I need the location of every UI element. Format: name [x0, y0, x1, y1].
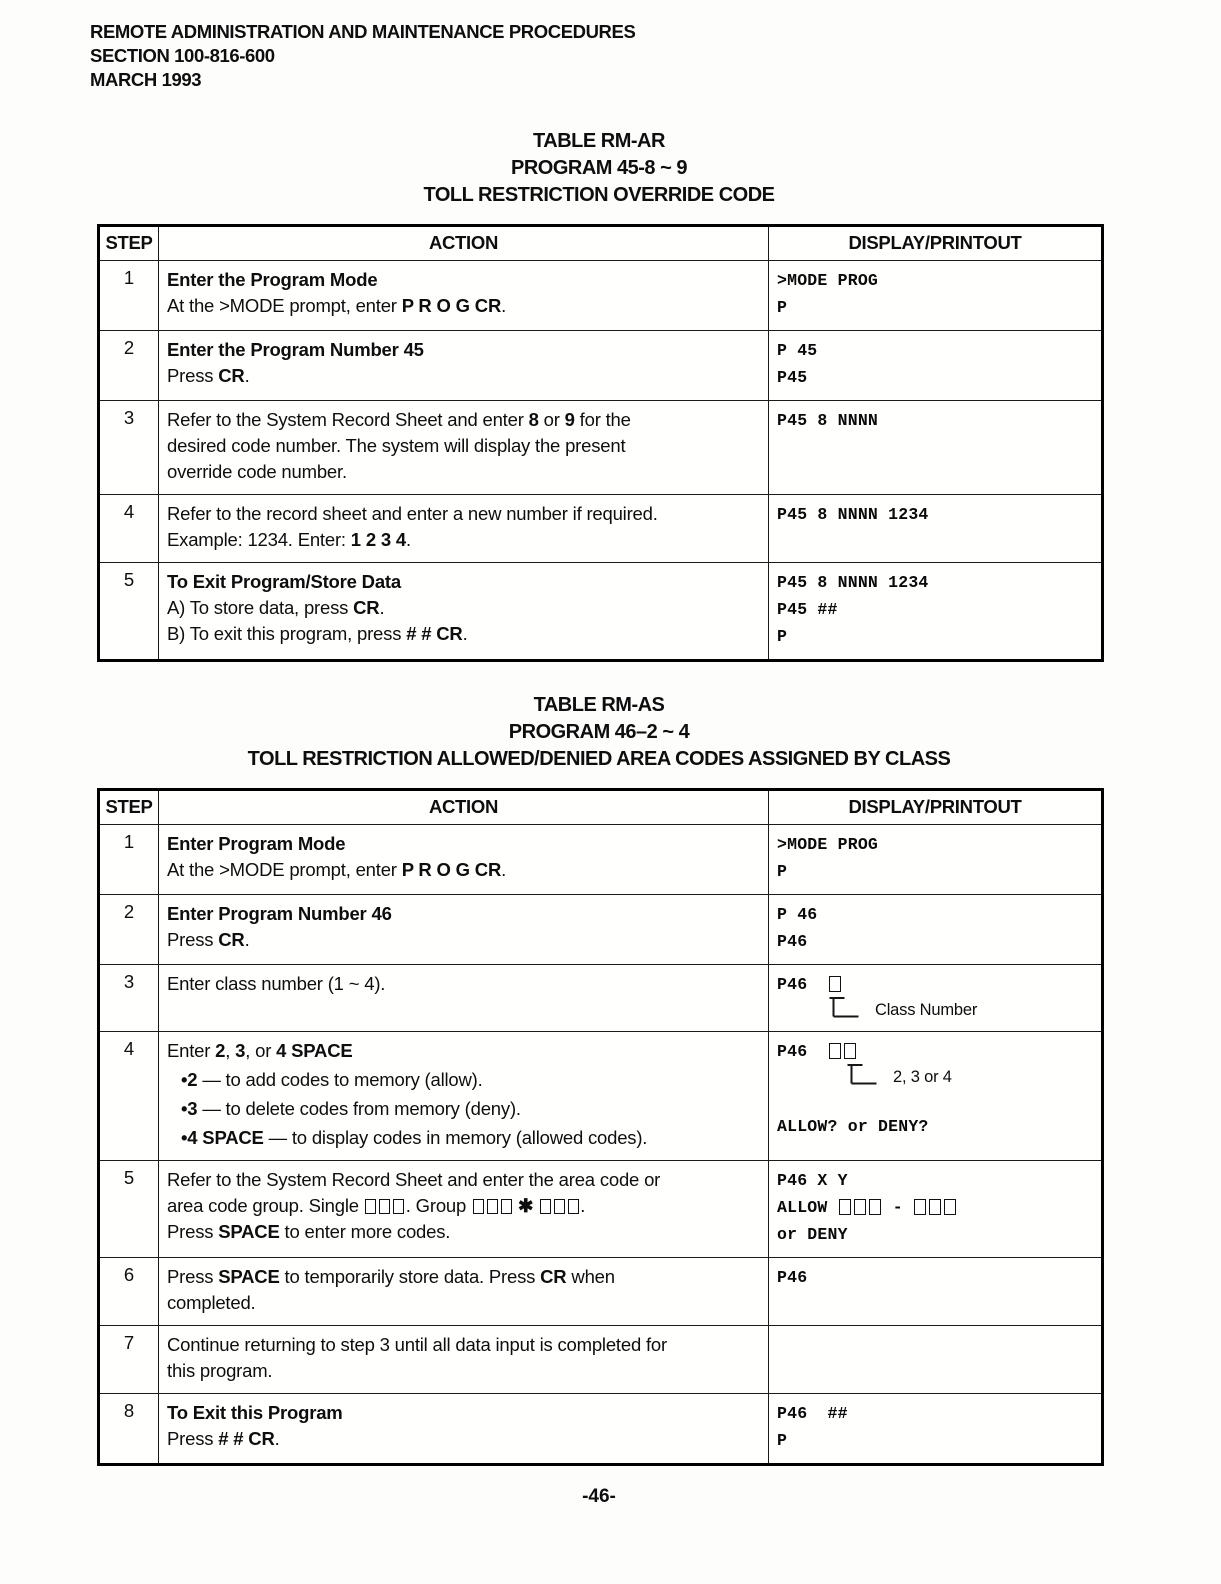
action-cell [159, 331, 769, 401]
table-row [99, 261, 1103, 331]
text-segment: Enter the Program Mode [167, 269, 378, 290]
display-line [777, 858, 1093, 885]
text-segment: Enter Program Mode [167, 833, 346, 854]
text-segment: Press [167, 1221, 219, 1242]
digit-box [839, 1199, 851, 1215]
text-segment: B) To exit this program, press [167, 623, 407, 644]
procedure-table [97, 224, 1104, 662]
text-segment: 8 [528, 409, 539, 430]
display-line [777, 294, 1093, 321]
callout [847, 1062, 1093, 1086]
table-rm-ar-section [97, 128, 1101, 662]
text-segment: . [462, 623, 468, 644]
table-rm-as-section [97, 692, 1101, 1466]
text-segment: ALLOW? or DENY? [777, 1117, 929, 1136]
text-segment: P R O G CR [401, 295, 502, 316]
digit-box [869, 1199, 881, 1215]
text-segment: # # CR [406, 623, 463, 644]
step-cell: 3 [99, 401, 159, 495]
text-segment: , or [245, 1040, 277, 1061]
text-segment: P R O G CR [401, 859, 502, 880]
text-segment: this program. [167, 1360, 273, 1381]
table-body [99, 825, 1103, 1465]
header-line-date: MARCH 1993 [90, 69, 202, 90]
text-segment: when [566, 1266, 615, 1287]
digit-box [473, 1199, 484, 1214]
action-line [167, 1219, 760, 1245]
text-segment: or [538, 409, 565, 430]
text-segment: # # CR [218, 1428, 275, 1449]
display-line [777, 1038, 1093, 1065]
action-line [167, 1038, 760, 1064]
text-segment: To Exit this Program [167, 1402, 343, 1423]
text-segment: To Exit Program/Store Data [167, 571, 401, 592]
display-line [777, 1264, 1093, 1291]
text-segment: desired code number. The system will display the present [167, 435, 626, 456]
action-cell [159, 825, 769, 895]
step-cell: 3 [99, 965, 159, 1032]
digit-box [844, 1043, 856, 1059]
header-line-section: SECTION 100-816-600 [90, 45, 275, 66]
digit-box [487, 1199, 498, 1214]
step-cell: 2 [99, 331, 159, 401]
text-segment: to temporarily store data. Press [279, 1266, 541, 1287]
text-segment: P [777, 1431, 788, 1450]
text-segment: ✱ [518, 1195, 534, 1216]
action-line [167, 1067, 760, 1093]
action-line [167, 337, 760, 363]
text-segment: Enter [167, 1040, 216, 1061]
step-cell: 5 [99, 563, 159, 661]
action-cell [159, 1161, 769, 1258]
action-cell [159, 401, 769, 495]
display-cell [769, 401, 1103, 495]
table-row [99, 825, 1103, 895]
text-segment: P [777, 627, 788, 646]
text-segment: P46 ## [777, 1404, 848, 1423]
display-line [777, 1427, 1093, 1454]
table-row [99, 563, 1103, 661]
action-line [167, 927, 760, 953]
text-segment: P [777, 862, 788, 881]
text-segment: P 45 [777, 341, 818, 360]
text-segment: . [274, 1428, 280, 1449]
text-segment: - [882, 1198, 913, 1217]
header-row [99, 226, 1103, 261]
step-cell: 7 [99, 1326, 159, 1394]
display-cell [769, 563, 1103, 661]
display-cell [769, 895, 1103, 965]
digit-box-group [364, 1195, 406, 1216]
text-segment: •3 [181, 1098, 198, 1119]
action-line [167, 1290, 760, 1316]
digit-box [393, 1199, 404, 1214]
display-line [777, 623, 1093, 650]
text-segment: to enter more codes. [279, 1221, 451, 1242]
action-cell [159, 1326, 769, 1394]
digit-box [929, 1199, 941, 1215]
text-segment: At the >MODE prompt, enter [167, 295, 402, 316]
text-segment: , [225, 1040, 236, 1061]
text-segment: P45 ## [777, 600, 838, 619]
table-rm-ar-host [97, 224, 1101, 662]
text-segment: . Group [405, 1195, 472, 1216]
text-segment: — to delete codes from memory (deny). [197, 1098, 521, 1119]
display-cell [769, 1032, 1103, 1161]
text-segment: CR [540, 1266, 567, 1287]
digit-box [914, 1199, 926, 1215]
digit-box [379, 1199, 390, 1214]
step-cell: 4 [99, 495, 159, 563]
table-row [99, 1161, 1103, 1258]
action-line [167, 901, 760, 927]
text-segment: 2 [215, 1040, 226, 1061]
action-line [167, 293, 760, 319]
table-body [99, 261, 1103, 661]
display-cell [769, 261, 1103, 331]
action-line [167, 831, 760, 857]
text-segment: P46 X Y [777, 1171, 848, 1190]
digit-box [501, 1199, 512, 1214]
callout [829, 995, 1093, 1019]
action-line [167, 1264, 760, 1290]
table-rm-ar-title [97, 128, 1101, 209]
display-line [777, 267, 1093, 294]
action-line [167, 621, 760, 647]
page-content [90, 0, 1101, 1466]
display-line [777, 1113, 1093, 1140]
column-header-action: ACTION [159, 226, 769, 261]
digit-box [854, 1199, 866, 1215]
action-line [167, 459, 760, 485]
digit-box-group [913, 1198, 958, 1217]
table-head [99, 226, 1103, 261]
digit-box [944, 1199, 956, 1215]
display-cell [769, 1326, 1103, 1394]
text-segment: Press [167, 929, 219, 950]
digit-box [554, 1199, 565, 1214]
text-segment: P45 8 NNNN 1234 [777, 573, 929, 592]
text-segment: Continue returning to step 3 until all data input is completed for [167, 1334, 667, 1355]
column-header-step: STEP [99, 226, 159, 261]
action-line [167, 595, 760, 621]
display-cell [769, 1394, 1103, 1465]
table-head [99, 790, 1103, 825]
display-cell [769, 331, 1103, 401]
text-segment: Example: 1234. Enter: [167, 529, 351, 550]
text-segment: Enter Program Number 46 [167, 903, 392, 924]
text-segment: 4 SPACE [276, 1040, 353, 1061]
display-line [777, 364, 1093, 391]
step-cell: 1 [99, 261, 159, 331]
text-segment: •2 [181, 1069, 198, 1090]
text-segment: SPACE [218, 1221, 280, 1242]
step-cell: 8 [99, 1394, 159, 1465]
text-segment: Press [167, 365, 219, 386]
display-cell [769, 1258, 1103, 1326]
display-line [777, 971, 1093, 998]
action-line [167, 363, 760, 389]
table-row [99, 895, 1103, 965]
display-cell [769, 965, 1103, 1032]
text-segment: 9 [564, 409, 575, 430]
text-segment: P 46 [777, 905, 818, 924]
digit-box-group [828, 975, 843, 994]
display-cell [769, 825, 1103, 895]
pointer-bracket-icon [829, 996, 861, 1019]
action-cell [159, 965, 769, 1032]
text-segment: ALLOW [777, 1198, 838, 1217]
column-header-display: DISPLAY/PRINTOUT [769, 226, 1103, 261]
table-row [99, 1394, 1103, 1465]
action-line [167, 1332, 760, 1358]
action-line [167, 1125, 760, 1151]
action-line [167, 1400, 760, 1426]
display-line [777, 1194, 1093, 1221]
text-segment: — to add codes to memory (allow). [197, 1069, 483, 1090]
procedure-table [97, 788, 1104, 1466]
callout-label: Class Number [875, 1001, 978, 1019]
text-segment: completed. [167, 1292, 256, 1313]
digit-box [568, 1199, 579, 1214]
step-cell: 2 [99, 895, 159, 965]
display-spacer [777, 1089, 1093, 1113]
text-segment: CR [353, 597, 380, 618]
action-line [167, 1167, 760, 1193]
display-cell [769, 495, 1103, 563]
table-row [99, 1032, 1103, 1161]
step-cell: 6 [99, 1258, 159, 1326]
action-cell [159, 1032, 769, 1161]
table-row [99, 401, 1103, 495]
text-segment: A) To store data, press [167, 597, 354, 618]
step-cell: 4 [99, 1032, 159, 1161]
text-segment: Press [167, 1428, 219, 1449]
text-segment: or DENY [777, 1225, 848, 1244]
pointer-bracket-icon [847, 1063, 879, 1086]
text-segment: •4 SPACE [181, 1127, 264, 1148]
text-segment: 1 2 3 4 [350, 529, 406, 550]
display-line [777, 1221, 1093, 1248]
display-line [777, 1167, 1093, 1194]
text-segment: CR [218, 929, 245, 950]
action-line [167, 267, 760, 293]
action-line [167, 1426, 760, 1452]
action-line [167, 857, 760, 883]
action-line [167, 407, 760, 433]
page-number: -46- [582, 1486, 616, 1507]
text-segment: At the >MODE prompt, enter [167, 859, 402, 880]
text-segment: >MODE PROG [777, 835, 879, 854]
title-line: PROGRAM 45-8 ~ 9 [511, 157, 687, 179]
digit-box-group [838, 1198, 883, 1217]
text-segment: P [777, 298, 788, 317]
text-segment: . [501, 859, 507, 880]
text-segment: . [501, 295, 507, 316]
text-segment: — to display codes in memory (allowed codes). [263, 1127, 648, 1148]
title-line: TABLE RM-AS [533, 694, 665, 716]
digit-box [365, 1199, 376, 1214]
text-segment: . [580, 1195, 586, 1216]
text-segment: Refer to the record sheet and enter a new number if required. [167, 503, 658, 524]
text-segment: area code group. Single [167, 1195, 364, 1216]
text-segment: P45 8 NNNN [777, 411, 879, 430]
text-segment: Refer to the System Record Sheet and enter the area code or [167, 1169, 661, 1190]
text-segment: . [405, 529, 411, 550]
step-cell: 1 [99, 825, 159, 895]
action-line [167, 501, 760, 527]
display-line [777, 596, 1093, 623]
table-rm-as-host [97, 788, 1101, 1466]
action-cell [159, 563, 769, 661]
display-line [777, 407, 1093, 434]
action-line [167, 1358, 760, 1384]
text-segment: Refer to the System Record Sheet and enter [167, 409, 529, 430]
display-line [777, 831, 1093, 858]
text-segment: >MODE PROG [777, 271, 879, 290]
text-segment: for the [574, 409, 631, 430]
digit-box-group [828, 1042, 858, 1061]
action-cell [159, 495, 769, 563]
text-segment: P45 8 NNNN 1234 [777, 505, 929, 524]
text-segment: P45 [777, 368, 808, 387]
page-header [90, 20, 1101, 92]
title-line: TOLL RESTRICTION ALLOWED/DENIED AREA CODES ASSIGNED BY CLASS [247, 748, 951, 770]
text-segment: P46 [777, 975, 828, 994]
digit-box [540, 1199, 551, 1214]
text-segment: Enter class number (1 ~ 4). [167, 973, 386, 994]
table-rm-as-title [97, 692, 1101, 773]
digit-box [829, 976, 841, 992]
table-row [99, 495, 1103, 563]
action-line [167, 433, 760, 459]
text-segment: CR [218, 365, 245, 386]
action-line [167, 1193, 760, 1219]
text-segment: P46 [777, 1268, 808, 1287]
text-segment: . [244, 365, 250, 386]
column-header-action: ACTION [159, 790, 769, 825]
step-cell: 5 [99, 1161, 159, 1258]
digit-box-group [538, 1195, 580, 1216]
header-row [99, 790, 1103, 825]
title-line: TOLL RESTRICTION OVERRIDE CODE [423, 184, 775, 206]
display-line [777, 501, 1093, 528]
action-cell [159, 895, 769, 965]
action-line [167, 1096, 760, 1122]
table-row [99, 965, 1103, 1032]
display-line [777, 901, 1093, 928]
action-line [167, 971, 760, 997]
callout-label: 2, 3 or 4 [893, 1068, 952, 1086]
table-row [99, 331, 1103, 401]
text-segment: override code number. [167, 461, 347, 482]
table-row [99, 1258, 1103, 1326]
text-segment: P46 [777, 1042, 828, 1061]
action-cell [159, 1394, 769, 1465]
action-cell [159, 1258, 769, 1326]
text-segment: P46 [777, 932, 808, 951]
digit-box-group [471, 1195, 513, 1216]
text-segment: . [244, 929, 250, 950]
display-line [777, 1400, 1093, 1427]
title-line: PROGRAM 46–2 ~ 4 [508, 721, 690, 743]
action-line [167, 569, 760, 595]
column-header-display: DISPLAY/PRINTOUT [769, 790, 1103, 825]
table-row [99, 1326, 1103, 1394]
text-segment: . [379, 597, 385, 618]
display-line [777, 337, 1093, 364]
text-segment: 3 [235, 1040, 246, 1061]
column-header-step: STEP [99, 790, 159, 825]
display-line [777, 569, 1093, 596]
header-line-title: REMOTE ADMINISTRATION AND MAINTENANCE PROCEDURES [90, 21, 636, 42]
display-line [777, 928, 1093, 955]
text-segment: Enter the Program Number 45 [167, 339, 424, 360]
action-line [167, 527, 760, 553]
display-cell [769, 1161, 1103, 1258]
title-line: TABLE RM-AR [533, 130, 665, 152]
text-segment: SPACE [218, 1266, 280, 1287]
text-segment: Press [167, 1266, 219, 1287]
action-cell [159, 261, 769, 331]
digit-box [829, 1043, 841, 1059]
